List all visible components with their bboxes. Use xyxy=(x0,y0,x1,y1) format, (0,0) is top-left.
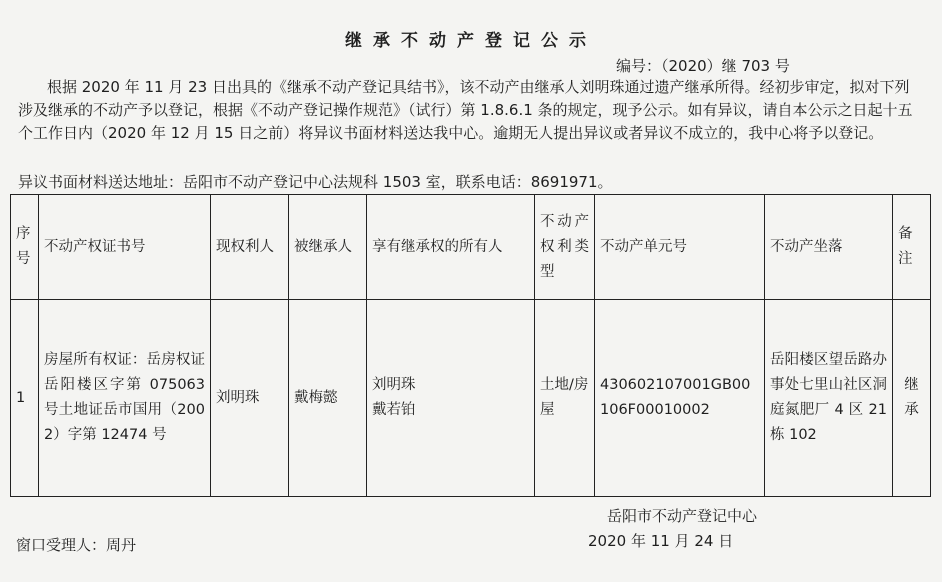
cell-remark: 继承 xyxy=(893,300,931,497)
objection-address: 异议书面材料送达地址：岳阳市不动产登记中心法规科 1503 室，联系电话：8691971。 xyxy=(18,173,613,191)
header-remark: 备注 xyxy=(893,195,931,300)
page-title: 继承不动产登记公示 xyxy=(345,31,597,51)
cell-unit: 430602107001GB00106F00010002 xyxy=(595,300,765,497)
header-unit: 不动产单元号 xyxy=(595,195,765,300)
cell-type: 土地/房屋 xyxy=(535,300,595,497)
document-number: 编号：（2020）继 703 号 xyxy=(616,57,790,75)
header-location: 不动产坐落 xyxy=(765,195,893,300)
cell-heirs xyxy=(367,300,535,497)
header-seq: 序号 xyxy=(11,195,39,300)
header-decedent: 被继承人 xyxy=(289,195,367,300)
cell-decedent: 戴梅懿 xyxy=(289,300,367,497)
header-type: 不动产权利类型 xyxy=(535,195,595,300)
header-holder: 现权利人 xyxy=(211,195,289,300)
heir-name: 戴若铂 xyxy=(372,402,416,418)
registration-table xyxy=(10,194,931,497)
cell-seq: 1 xyxy=(11,300,39,497)
cell-location: 岳阳楼区望岳路办事处七里山社区洞庭氮肥厂 4 区 21 栋 102 xyxy=(765,300,893,497)
window-clerk: 窗口受理人：周丹 xyxy=(16,536,137,554)
issuing-organization: 岳阳市不动产登记中心 xyxy=(607,507,758,525)
header-heirs: 享有继承权的所有人 xyxy=(367,195,535,300)
heir-name: 刘明珠 xyxy=(372,377,416,393)
notice-paragraph: 根据 2020 年 11 月 23 日出具的《继承不动产登记具结书》，该不动产由继承人刘明珠通过遗产继承所得。经初步审定，拟对下列涉及继承的不动产予以登记，根据《不动产登记操作规范》（试行）第 1.8.6.1 条的规定，现予公示。如有异议，请自本公示之日起十五个工作日内（2020 年 12 月 15 日之前）将异议书面材料送达我中心。逾期无人提出异议或者异议不成立的，我中心将予以登记。 xyxy=(18,78,913,142)
header-cert: 不动产权证书号 xyxy=(39,195,211,300)
cell-holder: 刘明珠 xyxy=(211,300,289,497)
table-row xyxy=(11,300,931,497)
table-header-row xyxy=(11,195,931,300)
cell-cert: 房屋所有权证：岳房权证岳阳楼区字第 075063 号土地证岳市国用（2002）字第 12474 号 xyxy=(39,300,211,497)
issue-date: 2020 年 11 月 24 日 xyxy=(588,532,734,550)
